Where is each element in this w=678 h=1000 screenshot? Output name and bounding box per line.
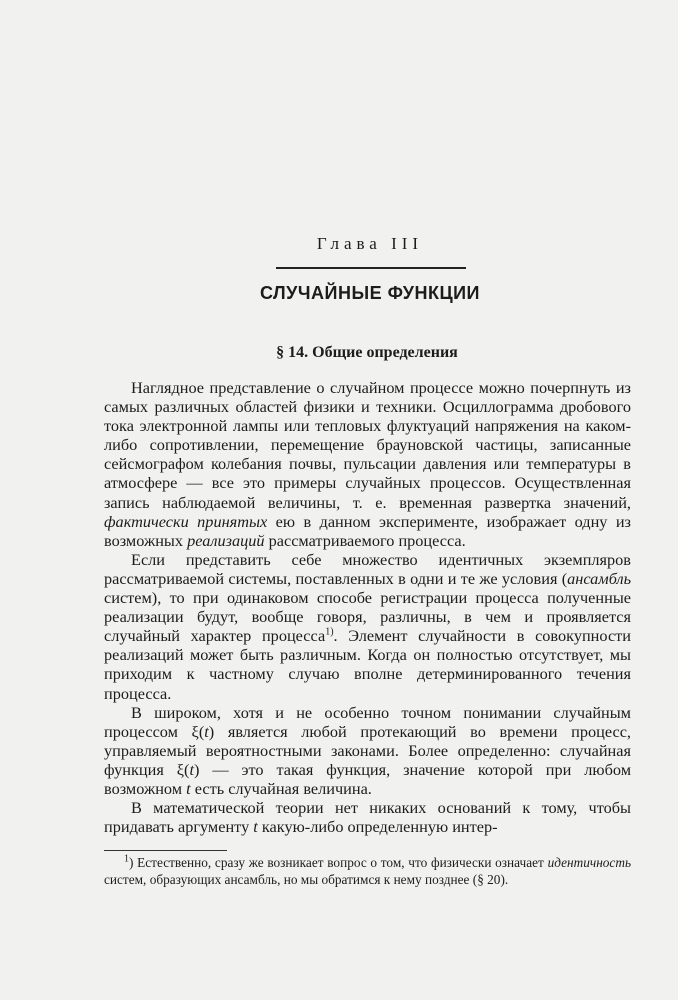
chapter-divider (276, 267, 466, 269)
paragraph-4: В математической теории нет никаких оснований к тому, чтобы придавать аргументу t какую-либо определенную интер- (104, 798, 631, 837)
paragraph-2: Если представить себе множество идентичных экземпляров рассматриваемой системы, поставленных в одни и те же условия (ансамбль систем), то при одинаковом способе регистрации процесса полученные реализации будут, вообще говоря, различны, в чем и проявляется случайный характер процесса$^{1)}$. Элемент случайности в совокупности реализаций может быть различным. Когда он полностью отсутствует, мы приходим к частному случаю вполне детерминированного течения процесса. (104, 549, 631, 703)
chapter-title: СЛУЧАЙНЫЕ ФУНКЦИИ (260, 283, 480, 303)
footnote-text: $^1$) Естественно, сразу же возникает вопрос о том, что физически означает идентичность систем, образующих ансамбль, но мы обратимся к нему позднее (§ 20). (104, 853, 631, 887)
footnote-marker: 1 (124, 853, 129, 865)
emphasis-term: ансамбль (567, 568, 631, 588)
paragraph-3: В широком, хотя и не особенно точном понимании случайным процессом ξ(t) является любой протекающий во времени процесс, управляемый вероятностными законами. Более определенно: случайная функция ξ(t) — это такая функция, значение которой при любом возможном t есть случайная величина. (104, 702, 631, 798)
footnote (104, 854, 631, 888)
footnote-divider (104, 850, 227, 851)
body-text (104, 378, 631, 836)
chapter-label: Глава III (316, 234, 424, 253)
emphasis-term: фактически принятых (104, 511, 268, 531)
emphasis-term: реализаций (187, 530, 265, 550)
footnote-ref: 1) (325, 626, 334, 638)
emphasis-term: идентичность (547, 855, 631, 870)
paragraph-1: Наглядное представление о случайном процессе можно почерпнуть из самых различных областей физики и техники. Осциллограмма дробового тока электронной лампы или тепловых флуктуаций напряжения на каком-либо сопротивлении, перемещение брауновской частицы, записанные сейсмографом колебания почвы, пульсации давления или температуры в атмосфере — все это примеры случайных процессов. Осуществленная запись наблюдаемой величины, т. е. временная развертка значений, фактически принятых ею в данном эксперименте, изображает одну из возможных реализаций рассматриваемого процесса. (104, 378, 631, 550)
section-title: § 14. Общие определения (276, 344, 458, 361)
